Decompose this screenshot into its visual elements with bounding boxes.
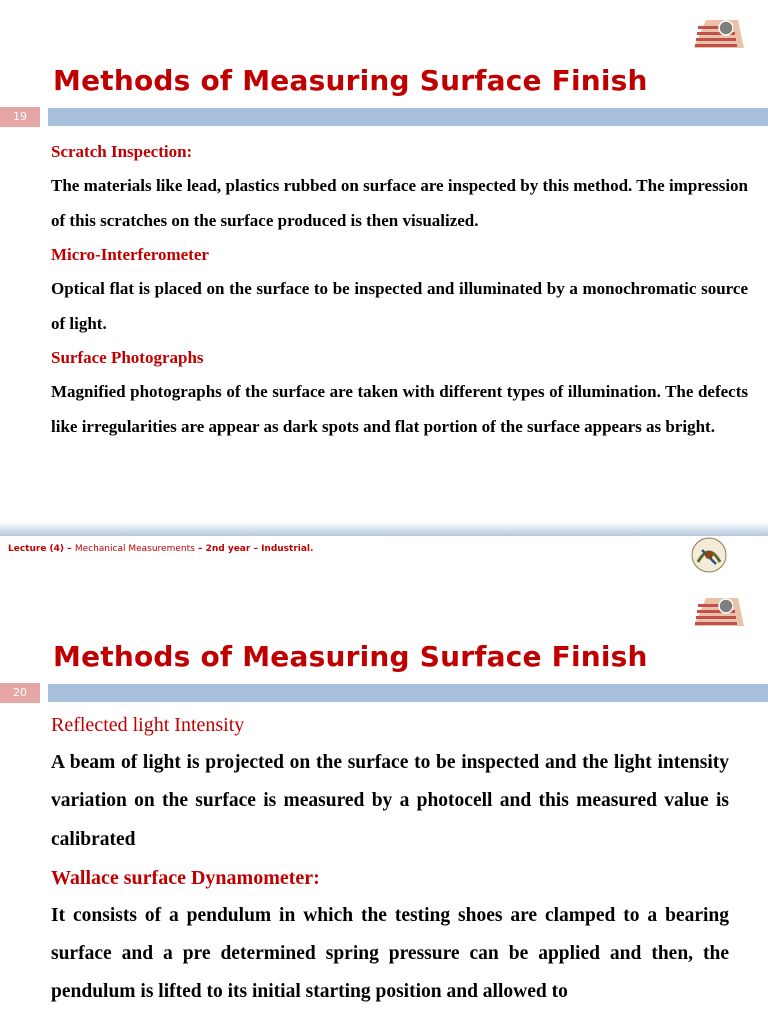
footer-year: – 2nd year – Industrial. [194, 544, 314, 554]
section-text: Magnified photographs of the surface are taken with different types of illumination. The defects like irregularities are appear as dark spots and flat portion of the surface appears as bright. [51, 382, 748, 436]
university-logo-icon [692, 592, 746, 628]
slide-number: 19 [0, 107, 40, 127]
faculty-logo-icon [690, 536, 728, 574]
section-heading: Scratch Inspection: [51, 142, 193, 161]
section-heading: Micro-Interferometer [51, 245, 209, 264]
section-heading: Surface Photographs [51, 348, 204, 367]
footer-course: Mechanical Measurements [74, 544, 195, 554]
section-text: It consists of a pendulum in which the testing shoes are clamped to a bearing surface and a pre determined spring pressure can be applied and then, the pendulum is lifted to its initial starting position and allowed to [51, 904, 729, 1003]
slide-20 [0, 578, 768, 1024]
slide-title: Methods of Measuring Surface Finish [53, 640, 648, 673]
section-text: Optical flat is placed on the surface to be inspected and illuminated by a monochromatic source of light. [51, 279, 748, 333]
slide-content [51, 135, 748, 444]
section-heading: Reflected light Intensity [51, 714, 245, 736]
slide-content [51, 706, 729, 1012]
section-heading: Wallace surface Dynamometer: [51, 866, 320, 889]
footer-text [8, 544, 313, 554]
university-logo-icon [692, 14, 746, 50]
title-bar [48, 684, 768, 702]
slide-title: Methods of Measuring Surface Finish [53, 64, 648, 97]
slide-number: 20 [0, 683, 40, 703]
title-bar [48, 108, 768, 126]
footer-lecture: Lecture (4) – [8, 544, 75, 554]
section-text: A beam of light is projected on the surface to be inspected and the light intensity variation on the surface is measured by a photocell and this measured value is calibrated [51, 752, 729, 850]
footer-divider [0, 522, 768, 536]
section-text: The materials like lead, plastics rubbed on surface are inspected by this method. The impression of this scratches on the surface produced is then visualized. [51, 176, 748, 230]
